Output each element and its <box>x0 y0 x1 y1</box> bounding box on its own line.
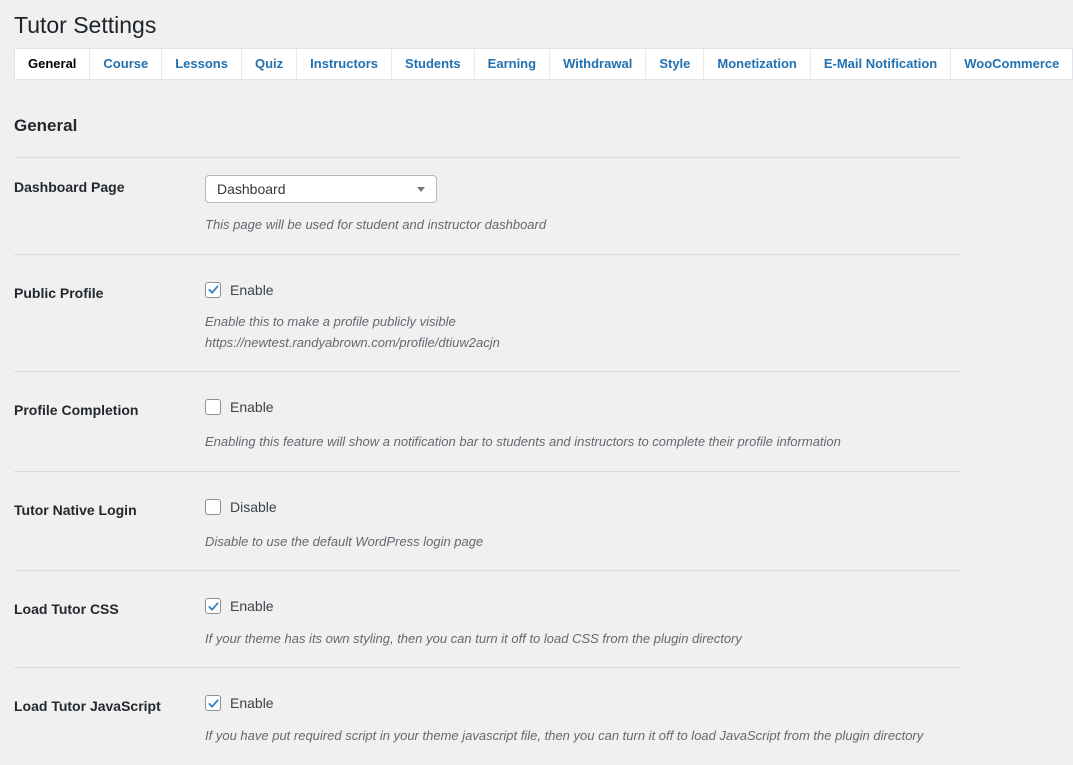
chevron-down-icon <box>417 187 425 192</box>
tab-general[interactable]: General <box>15 49 90 79</box>
row-label: Dashboard Page <box>14 179 125 196</box>
help-text: If you have put required script in your theme javascript file, then you can turn it off to load JavaScript from the plugin directory <box>205 727 924 743</box>
help-text: This page will be used for student and instructor dashboard <box>205 217 547 233</box>
checkbox-label: Enable <box>230 695 274 712</box>
select-value: Dashboard <box>217 181 286 198</box>
load-tutor-javascript-checkbox[interactable] <box>205 694 274 712</box>
checkbox-box <box>205 695 221 711</box>
checkbox-box <box>205 499 221 515</box>
tab-woocommerce[interactable]: WooCommerce <box>964 56 1060 72</box>
load-tutor-css-checkbox[interactable] <box>205 597 274 615</box>
tab-monetization[interactable]: Monetization <box>704 49 810 79</box>
setting-row-public-profile <box>14 255 960 373</box>
checkbox-label: Disable <box>230 498 277 515</box>
tutor-native-login-checkbox[interactable] <box>205 498 277 516</box>
row-label: Load Tutor JavaScript <box>14 698 161 715</box>
checkbox-label: Enable <box>230 281 274 298</box>
row-label: Tutor Native Login <box>14 501 137 518</box>
checkbox-label: Enable <box>230 598 274 615</box>
public-profile-checkbox[interactable] <box>205 281 274 299</box>
tab-course[interactable]: Course <box>90 49 162 79</box>
profile-url-text: https://newtest.randyabrown.com/profile/dtiuw2acjn <box>205 334 500 350</box>
tab-quiz[interactable]: Quiz <box>242 49 297 79</box>
setting-row-tutor-native-login <box>14 472 960 572</box>
help-text: If your theme has its own styling, then you can turn it off to load CSS from the plugin directory <box>205 630 742 646</box>
checkmark-icon <box>208 698 219 709</box>
tab-lessons[interactable]: Lessons <box>162 49 242 79</box>
help-text: Disable to use the default WordPress login page <box>205 533 484 549</box>
tab-earning[interactable]: Earning <box>475 49 550 79</box>
setting-row-dashboard-page <box>14 158 960 255</box>
tab-withdrawal[interactable]: Withdrawal <box>550 49 646 79</box>
tutor-settings-page <box>14 0 1060 765</box>
tab-students[interactable]: Students <box>392 49 475 79</box>
checkmark-icon <box>208 284 219 295</box>
help-text: Enabling this feature will show a notification bar to students and instructors to complete their profile information <box>205 434 841 450</box>
settings-tabs <box>14 48 1073 80</box>
checkbox-label: Enable <box>230 399 274 416</box>
row-label: Load Tutor CSS <box>14 601 119 618</box>
setting-row-load-tutor-css <box>14 571 960 668</box>
tab-email-notification[interactable]: E-Mail Notification <box>811 49 951 79</box>
checkbox-box <box>205 282 221 298</box>
checkmark-icon <box>208 601 219 612</box>
row-label: Public Profile <box>14 284 104 301</box>
dashboard-page-select[interactable] <box>205 175 437 203</box>
help-text: Enable this to make a profile publicly visible <box>205 314 456 330</box>
setting-row-profile-completion <box>14 372 960 472</box>
tab-style[interactable]: Style <box>646 49 704 79</box>
profile-completion-checkbox[interactable] <box>205 398 274 416</box>
section-heading-general: General <box>14 116 960 158</box>
setting-row-load-tutor-javascript <box>14 668 960 764</box>
checkbox-box <box>205 598 221 614</box>
checkbox-box <box>205 399 221 415</box>
row-label: Profile Completion <box>14 402 139 419</box>
tab-instructors[interactable]: Instructors <box>297 49 392 79</box>
page-title: Tutor Settings <box>14 12 157 38</box>
